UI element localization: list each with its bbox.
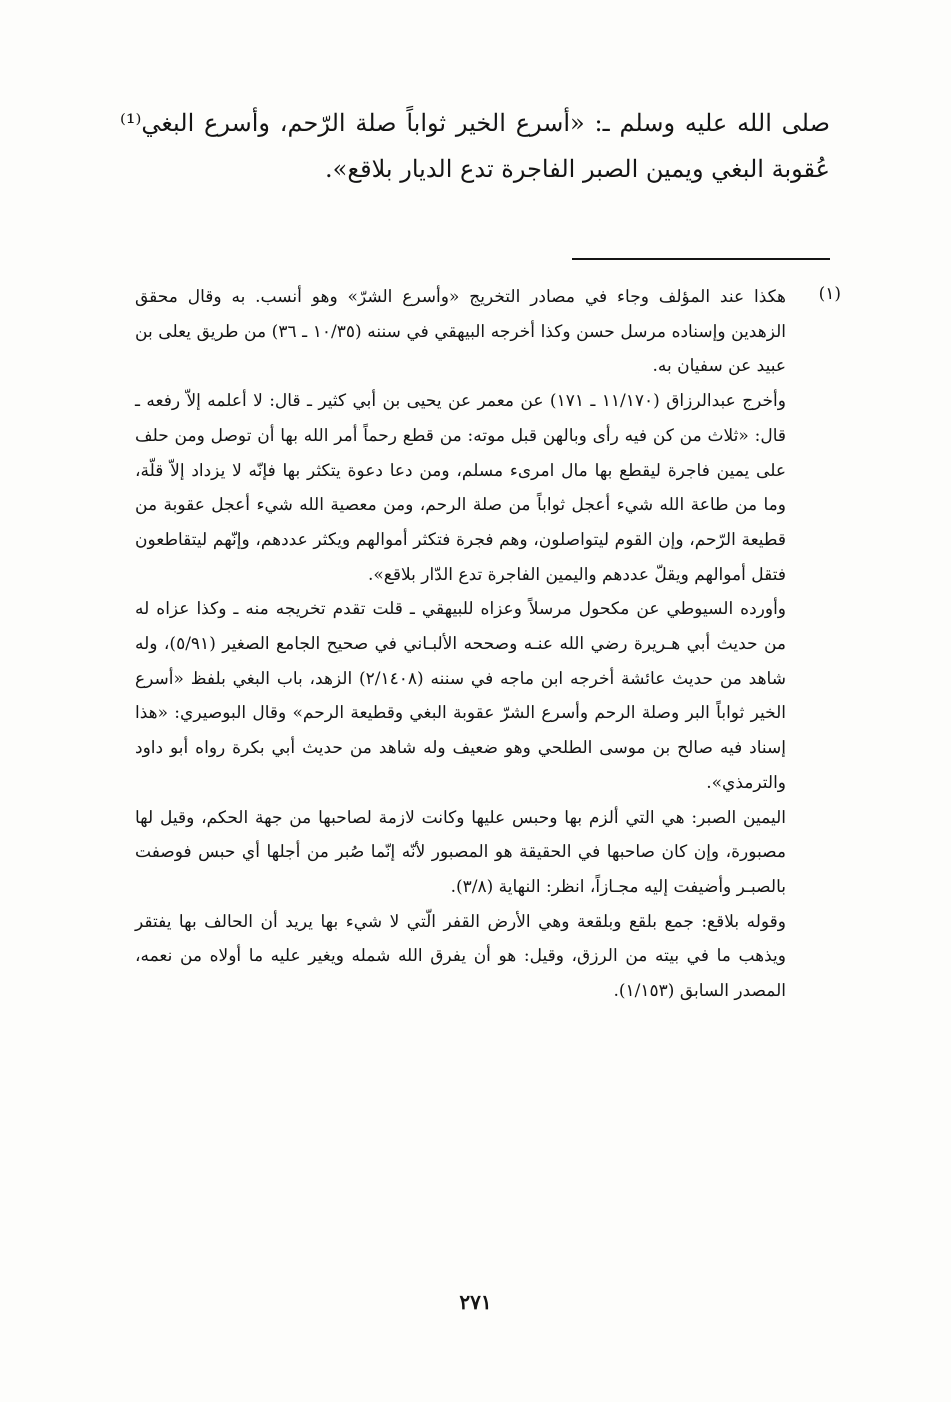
main-paragraph: صلى الله عليه وسلم ـ: «أسرع الخير ثواباً صلة الرّحم، وأسرع البغي⁽¹⁾ عُقوبة البغي ويمين الصبر الفاجرة تدع الديار بلاقع». — [120, 109, 830, 183]
footnote-paragraph: اليمين الصبر: هي التي ألزم بها وحبس عليها وكانت لازمة لصاحبها من جهة الحكم، وقيل لها مصبورة، وإن كان صاحبها في الحقيقة هو المصبور لأنّه إنّما صُبر من أجلها أي حبس فوصفت بالصبـر وأضيفت إليه مجـازاً، انظر: النهاية (٣/٨). — [135, 807, 786, 897]
footnote-paragraph: وأورده السيوطي عن مكحول مرسلاً وعزاه للبيهقي ـ قلت تقدم تخريجه منه ـ وكذا عزاه له من حديث أبي هـريرة رضي الله عنـه وصححه الألبـاني في صحيح الجامع الصغير (٥/٩١)، وله شاهد من حديث عائشة أخرجه ابن ماجه في سننه (٢/١٤٠٨) الزهد، باب البغي بلفظ «أسرع الخير ثواباً البر وصلة الرحم وأسرع الشرّ عقوبة البغي وقطيعة الرحم» وقال البوصيري: «هذا إسناد فيه صالح بن موسى الطلحي وهو ضعيف وله شاهد من حديث أبي بكرة رواه أبو داود والترمذي». — [135, 599, 786, 793]
footnote — [135, 280, 841, 1009]
main-text — [120, 100, 830, 192]
footnote-paragraph: وقوله بلاقع: جمع بلقع وبلقعة وهي الأرض القفر الّتي لا شيء بها يريد أن الحالف بها يفتقر ويذهب ما في بيته من الرزق، وقيل: هو أن يفرق الله شمله ويغير عليه ما أولاه من نعمه، المصدر السابق (١/١٥٣). — [135, 911, 786, 1002]
footnote-marker: (١) — [818, 284, 841, 304]
page-number: ٢٧١ — [459, 1290, 492, 1314]
footnote-paragraph: هكذا عند المؤلف وجاء في مصادر التخريج «وأسرع الشرّ» وهو أنسب. به وقال محقق الزهدين وإسناده مرسل حسن وكذا أخرجه البيهقي في سننه (١٠/٣٥ ـ ٣٦) من طريق يعلى بن عبيد عن سفيان به. — [135, 287, 786, 377]
footnote-body — [135, 280, 786, 1009]
footnote-separator — [572, 258, 830, 260]
footnote-paragraph: وأخرج عبدالرزاق (١١/١٧٠ ـ ١٧١) عن معمر عن يحيى بن أبي كثير ـ قال: لا أعلمه إلاّ رفعه ـ قال: «ثلاث من كن فيه رأى وبالهن قبل موته: من قطع رحماً أمر الله بها أن توصل ومن حلف على يمين فاجرة ليقطع بها مال امرىء مسلم، ومن دعا دعوة يتكثر بها فإنّه لا يزداد إلاّ قلّة، وما من طاعة الله شيء أعجل ثواباً من صلة الرحم، ومن معصية الله شيء أعجل عقوبة من قطيعة الرّحم، وإن القوم ليتواصلون، وهم فجرة فتكثر أموالهم ويكثر عددهم، وإنّهم ليتقاطعون فتقل أموالهم ويقلّ عددهم واليمين الفاجرة تدع الدّار بلاقع». — [135, 391, 786, 585]
